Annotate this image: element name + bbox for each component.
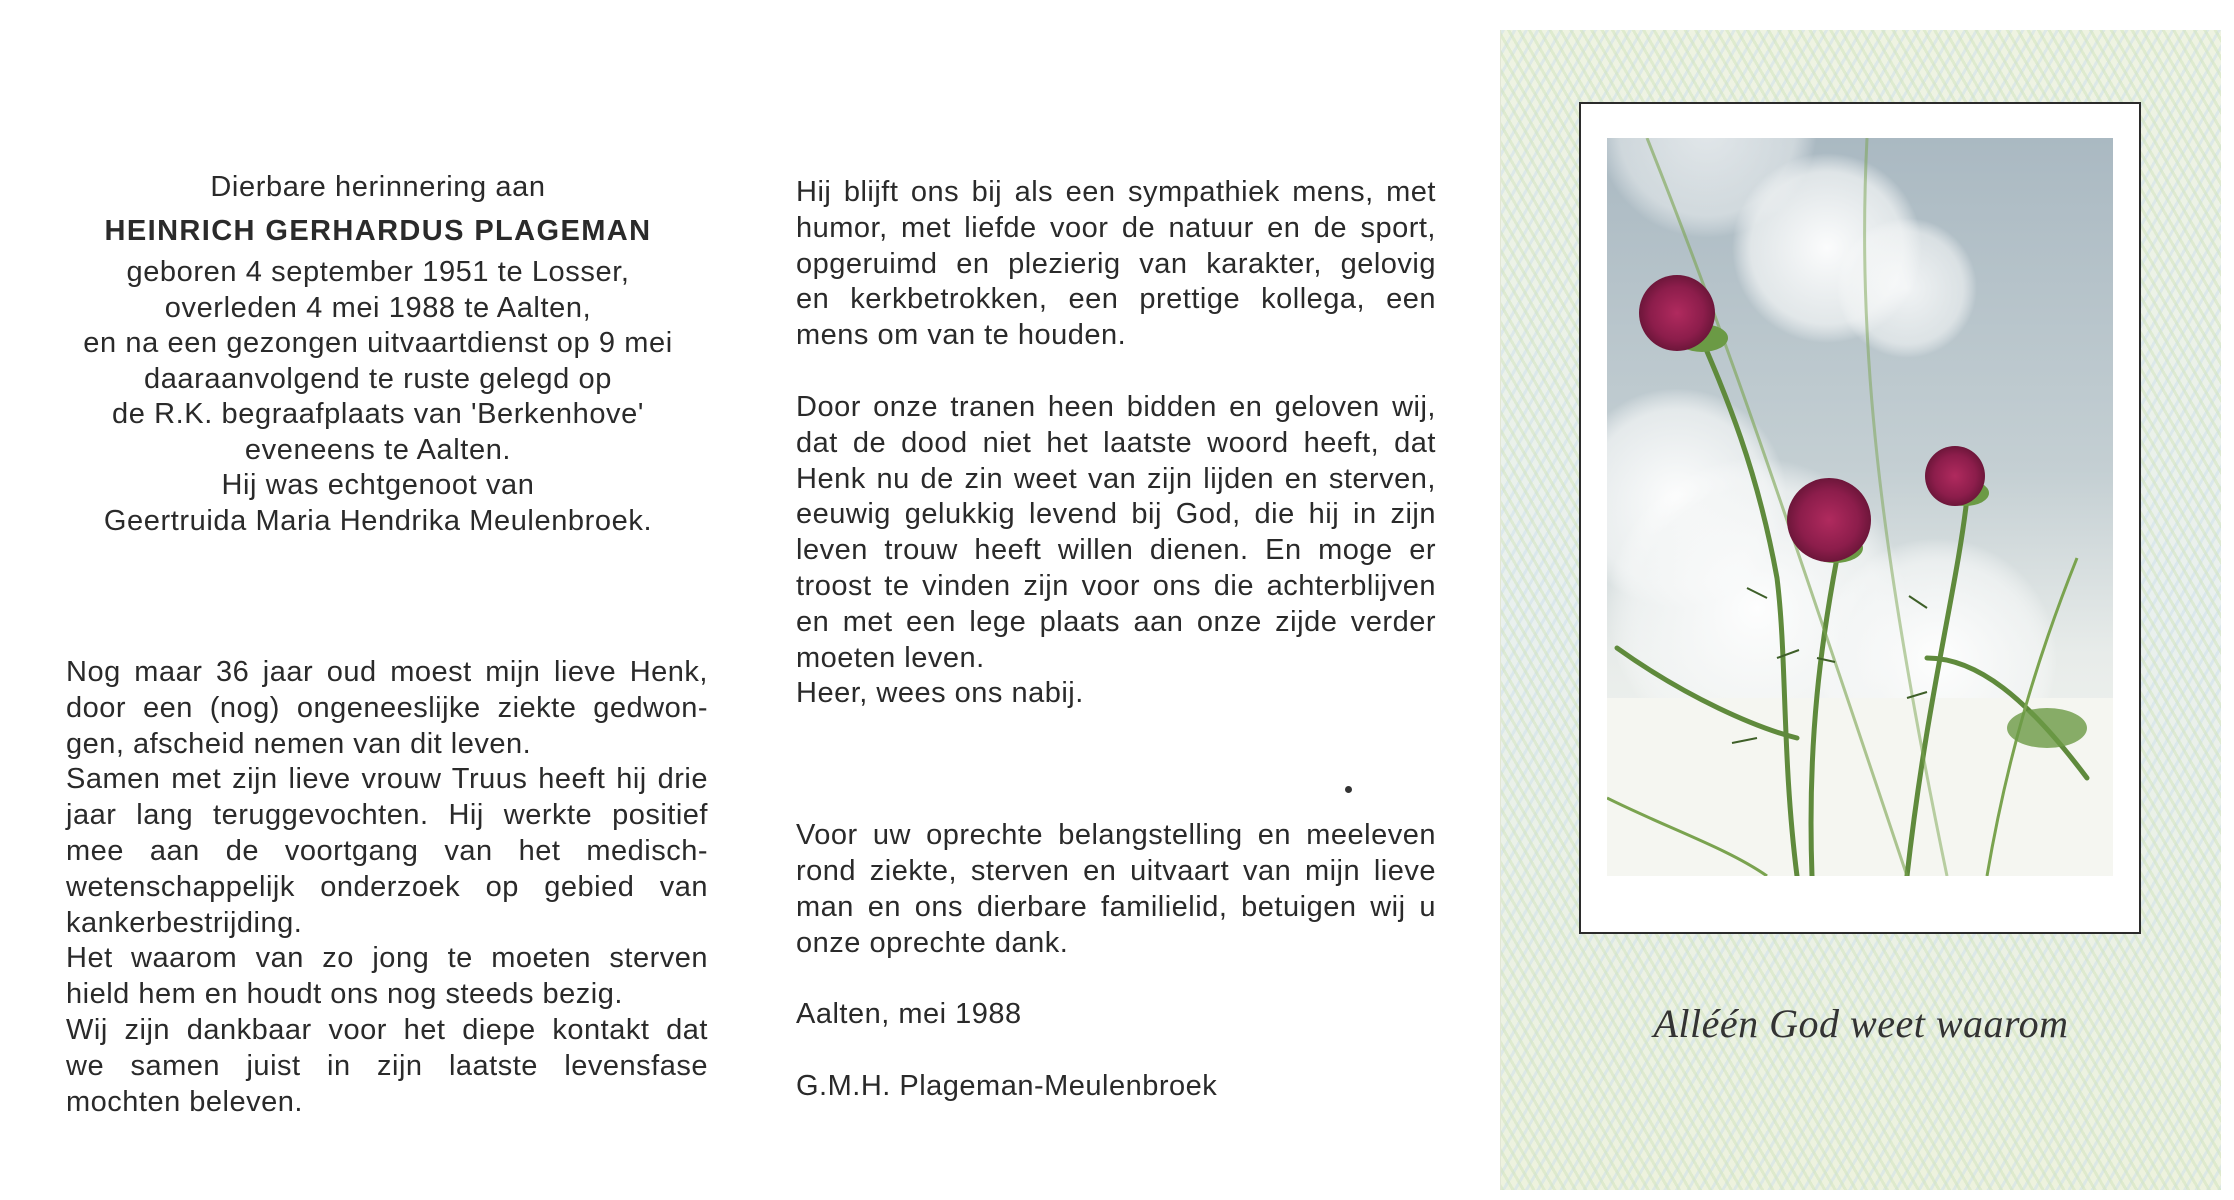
intro-line: eveneens te Aalten. — [244, 433, 512, 466]
thistle-photo-icon — [1607, 138, 2113, 876]
para1-line: en kerkbetrokken, een prettige kollega, een — [796, 283, 1436, 316]
para1-line: opgeruimd en plezierig van karakter, gelovig — [796, 247, 1436, 280]
para3-line: rond ziekte, sterven en uitvaart van mijn lieve — [796, 854, 1436, 887]
intro-line: de R.K. begraafplaats van 'Berkenhove' — [111, 398, 645, 430]
body-line: jaar lang teruggevochten. Hij werkte positief — [66, 799, 708, 832]
para2-line: Henk nu de zin weet van zijn lijden en sterven, — [796, 462, 1436, 495]
body-line: mee aan de voortgang van het medisch- — [66, 834, 708, 867]
body-line: Samen met zijn lieve vrouw Truus heeft hij drie — [66, 763, 708, 796]
thistle-flower-photo — [1607, 138, 2113, 876]
right-body-text — [796, 175, 1436, 1105]
para3-line: Voor uw oprechte belangstelling en meeleven — [796, 819, 1436, 852]
para1-line: Hij blijft ons bij als een sympathiek mens, met — [796, 176, 1436, 208]
intro-line: daaraanvolgend te ruste gelegd op — [143, 362, 613, 395]
body-line: kankerbestrijding. — [66, 906, 303, 939]
para3-line: onze oprechte dank. — [796, 926, 1069, 959]
para3-line: man en ons dierbare familielid, betuigen wij u — [796, 890, 1436, 923]
memorial-card-front — [1500, 30, 2221, 1190]
para2-line: moeten leven. — [796, 641, 985, 674]
para2-line: dat de dood niet het laatste woord heeft, dat — [796, 426, 1436, 459]
intro-line: overleden 4 mei 1988 te Aalten, — [164, 291, 592, 324]
body-line: Nog maar 36 jaar oud moest mijn lieve Henk, — [66, 656, 708, 688]
para2-line: troost te vinden zijn voor ons die achterblijven — [796, 569, 1436, 602]
intro-line: Hij was echtgenoot van — [221, 469, 535, 501]
body-line: wetenschappelijk onderzoek op gebied van — [66, 870, 708, 903]
body-line: mochten beleven. — [66, 1085, 303, 1118]
para2-line: leven trouw heeft willen dienen. En moge er — [796, 534, 1436, 567]
body-line: gen, afscheid nemen van dit leven. — [66, 727, 532, 760]
body-line: Wij zijn dankbaar voor het diepe kontakt dat — [66, 1013, 708, 1046]
photo-frame — [1579, 102, 2141, 934]
intro-line: Geertruida Maria Hendrika Meulenbroek. — [103, 504, 653, 537]
heading: Dierbare herinnering aan — [210, 171, 546, 203]
para2-line: Door onze tranen heen bidden en geloven wij, — [796, 390, 1436, 423]
body-line: hield hem en houdt ons nog steeds bezig. — [66, 978, 623, 1011]
body-line: door een (nog) ongeneeslijke ziekte gedwon- — [66, 691, 708, 724]
card-caption: Alléén God weet waarom — [1653, 1001, 2069, 1046]
intro-block — [28, 170, 728, 539]
body-line: we samen juist in zijn laatste levensfase — [66, 1049, 708, 1082]
para2-line: eeuwig gelukkig levend bij God, die hij in zijn — [796, 498, 1436, 531]
deceased-name: HEINRICH GERHARDUS PLAGEMAN — [104, 214, 652, 247]
left-body-text — [66, 655, 708, 1120]
para1-line: mens om van te houden. — [796, 319, 1127, 352]
para2-line: en met een lege plaats aan onze zijde verder — [796, 605, 1436, 638]
intro-line: geboren 4 september 1951 te Losser, — [126, 256, 630, 288]
para1-line: humor, met liefde voor de natuur en de sport, — [796, 211, 1436, 244]
speck — [1345, 786, 1352, 793]
signature: G.M.H. Plageman-Meulenbroek — [796, 1070, 1218, 1103]
body-line: Het waarom van zo jong te moeten sterven — [66, 942, 708, 975]
para2-line: Heer, wees ons nabij. — [796, 677, 1084, 710]
intro-line: en na een gezongen uitvaartdienst op 9 mei — [83, 327, 673, 359]
place-date: Aalten, mei 1988 — [796, 998, 1022, 1031]
